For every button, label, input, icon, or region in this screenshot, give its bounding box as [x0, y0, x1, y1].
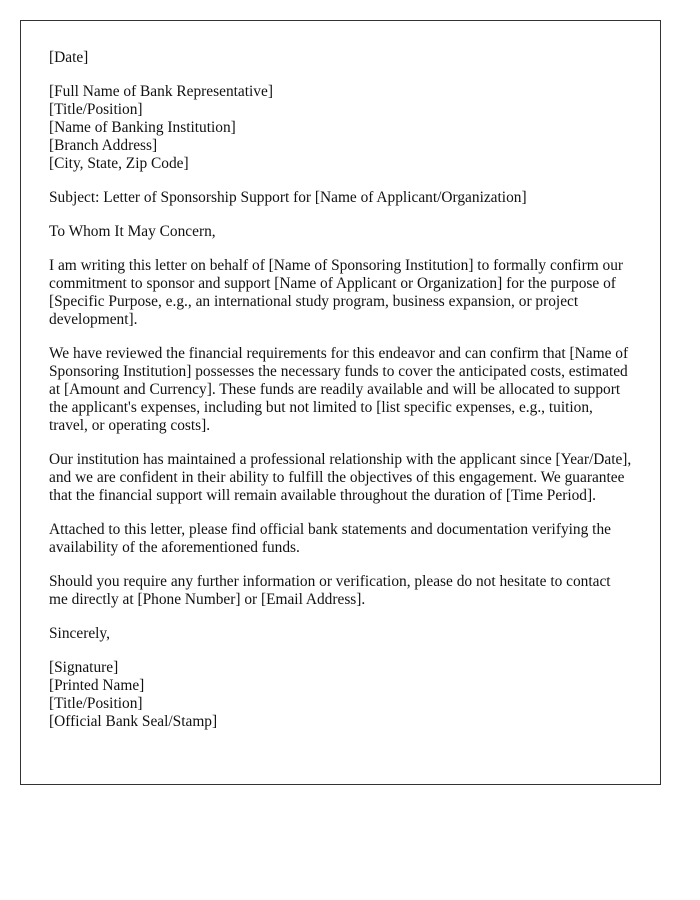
letter-document [20, 20, 661, 785]
recipient-title: [Title/Position] [49, 101, 143, 118]
recipient-institution: [Name of Banking Institution] [49, 119, 236, 136]
body-paragraph-relationship: Our institution has maintained a professional relationship with the applicant since [Year/Date], and we are confident in their ability to fulfill the objectives of this engagement. We guarantee that the financial support will remain available throughout the duration of [Time Period]. [49, 451, 632, 504]
recipient-name: [Full Name of Bank Representative] [49, 83, 273, 100]
recipient-branch-address: [Branch Address] [49, 137, 158, 154]
body-paragraph-funds: We have reviewed the financial requirements for this endeavor and can confirm that [Name of Sponsoring Institution] possesses the necessary funds to cover the anticipated costs, estimated at [Amount and Currency]. These funds are readily available and will be allocated to support the applicant's expenses, including but not limited to [list specific expenses, e.g., tuition, travel, or operating costs]. [49, 345, 629, 434]
date-text: [Date] [49, 49, 89, 66]
letter-greeting [49, 223, 632, 241]
signature-placeholder: [Signature] [49, 659, 119, 676]
official-bank-seal: [Official Bank Seal/Stamp] [49, 713, 218, 730]
letter-subject [49, 189, 632, 207]
body-paragraph-purpose: I am writing this letter on behalf of [Name of Sponsoring Institution] to formally confirm our commitment to sponsor and support [Name of Applicant or Organization] for the purpose of [Specific Purpose, e.g., an international study program, business expansion, or project development]. [49, 257, 624, 328]
signer-title: [Title/Position] [49, 695, 143, 712]
body-paragraph-contact: Should you require any further information or verification, please do not hesitate to contact me directly at [Phone Number] or [Email Address]. [49, 573, 611, 608]
subject-text: Subject: Letter of Sponsorship Support for [Name of Applicant/Organization] [49, 189, 527, 206]
closing-text: Sincerely, [49, 625, 110, 642]
signature-block [49, 659, 632, 731]
letter-date [49, 49, 632, 67]
body-paragraph-attachments: Attached to this letter, please find official bank statements and documentation verifying the availability of the aforementioned funds. [49, 521, 611, 556]
recipient-address-block [49, 83, 632, 173]
greeting-text: To Whom It May Concern, [49, 223, 216, 240]
letter-closing [49, 625, 632, 643]
printed-name: [Printed Name] [49, 677, 145, 694]
recipient-city-state-zip: [City, State, Zip Code] [49, 155, 189, 172]
